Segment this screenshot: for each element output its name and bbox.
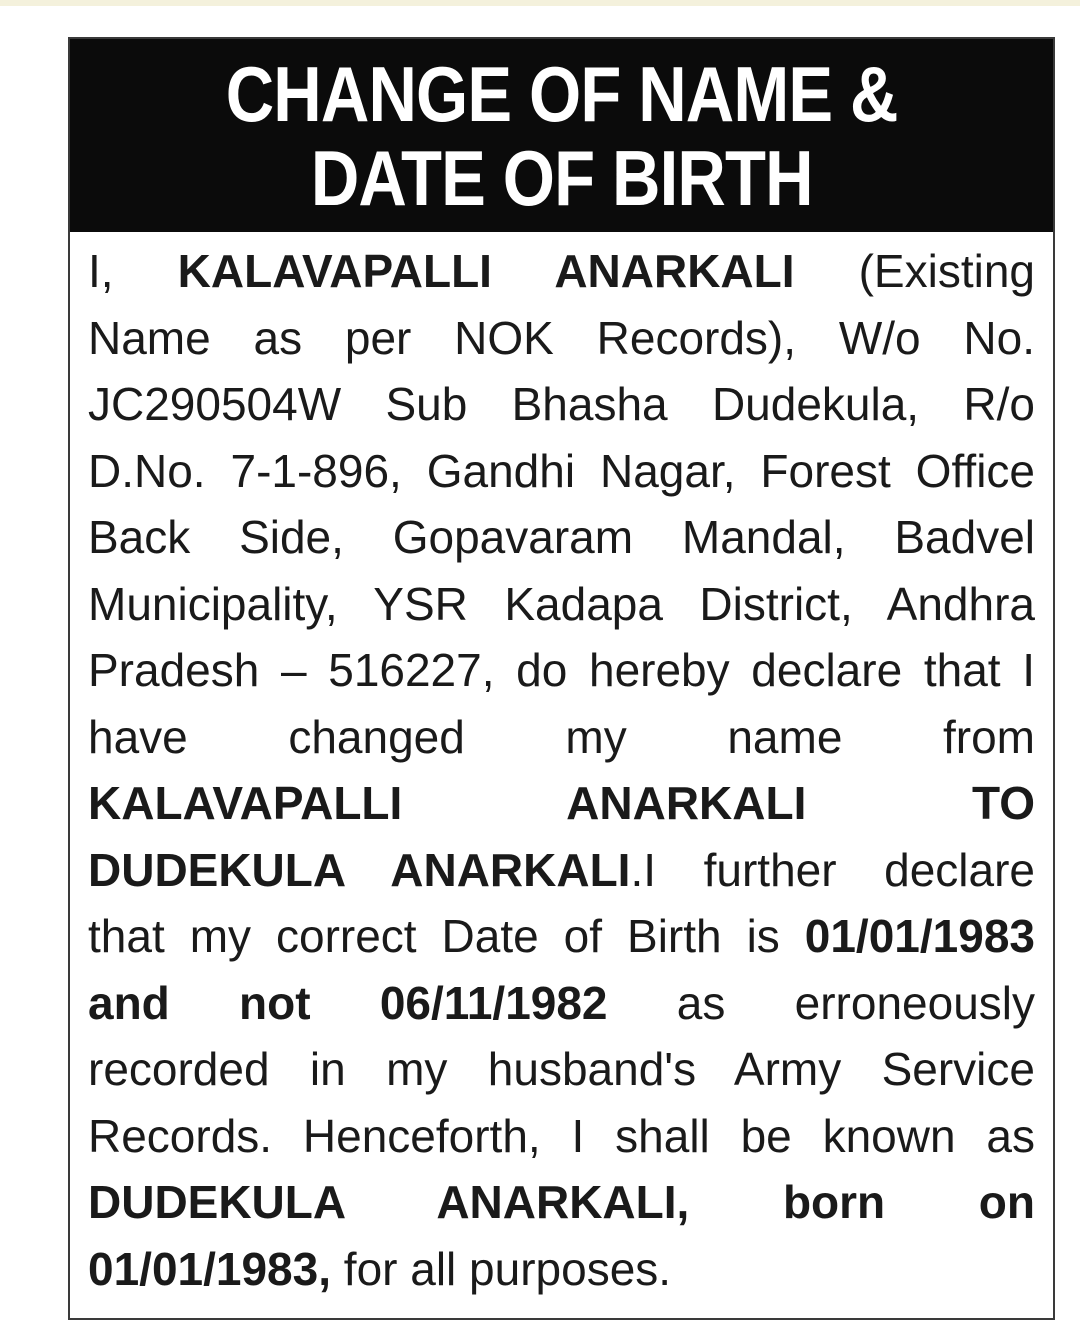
body-line <box>88 704 1035 771</box>
body-text: Name as per NOK Records), W/o No. <box>88 311 1035 364</box>
top-strip <box>0 0 1080 6</box>
bold-text: KALAVAPALLI ANARKALI TO <box>88 777 1035 829</box>
body-text: that my correct Date of Birth is <box>88 910 805 962</box>
notice-header <box>70 39 1053 232</box>
body-line <box>88 1169 1035 1236</box>
body-line <box>88 837 1035 904</box>
bold-text: KALAVAPALLI ANARKALI <box>177 245 795 297</box>
body-text: Pradesh – 516227, do hereby declare that I <box>88 644 1035 696</box>
body-line <box>88 1103 1035 1170</box>
body-line <box>88 903 1035 970</box>
body-line <box>88 238 1035 305</box>
body-text: as erroneously <box>607 976 1035 1029</box>
bold-text: DUDEKULA ANARKALI <box>88 843 631 896</box>
title-line-1: CHANGE OF NAME & <box>225 49 898 138</box>
bold-text: and not 06/11/1982 <box>88 976 608 1029</box>
bold-text: DUDEKULA ANARKALI, born on <box>88 1176 1035 1228</box>
body-line <box>88 571 1035 638</box>
body-text: have changed my name from <box>88 710 1035 763</box>
title-line-2: DATE OF BIRTH <box>310 133 813 222</box>
body-line <box>88 770 1035 837</box>
body-text: .I further declare <box>630 843 1035 896</box>
body-text: recorded in my husband's Army Service <box>88 1043 1035 1095</box>
bold-text: 01/01/1983, <box>88 1242 332 1295</box>
body-text: Back Side, Gopavaram Mandal, Badvel <box>88 511 1035 563</box>
body-text: for all purposes. <box>331 1242 672 1295</box>
body-text: Records. Henceforth, I shall be known as <box>88 1109 1035 1162</box>
body-line <box>88 371 1035 438</box>
body-line <box>88 970 1035 1037</box>
body-text: (Existing <box>794 245 1035 297</box>
body-line <box>88 1236 1035 1303</box>
body-line <box>88 1036 1035 1103</box>
body-text: D.No. 7-1-896, Gandhi Nagar, Forest Office <box>88 444 1035 497</box>
body-text: Municipality, YSR Kadapa District, Andhra <box>88 577 1035 630</box>
body-text: JC290504W Sub Bhasha Dudekula, R/o <box>88 378 1035 430</box>
body-line <box>88 305 1035 372</box>
notice-body <box>70 232 1053 1302</box>
notice-box <box>68 37 1055 1320</box>
body-line <box>88 438 1035 505</box>
body-line <box>88 637 1035 704</box>
bold-text: 01/01/1983 <box>804 910 1035 962</box>
body-line <box>88 504 1035 571</box>
body-text: I, <box>88 245 178 297</box>
